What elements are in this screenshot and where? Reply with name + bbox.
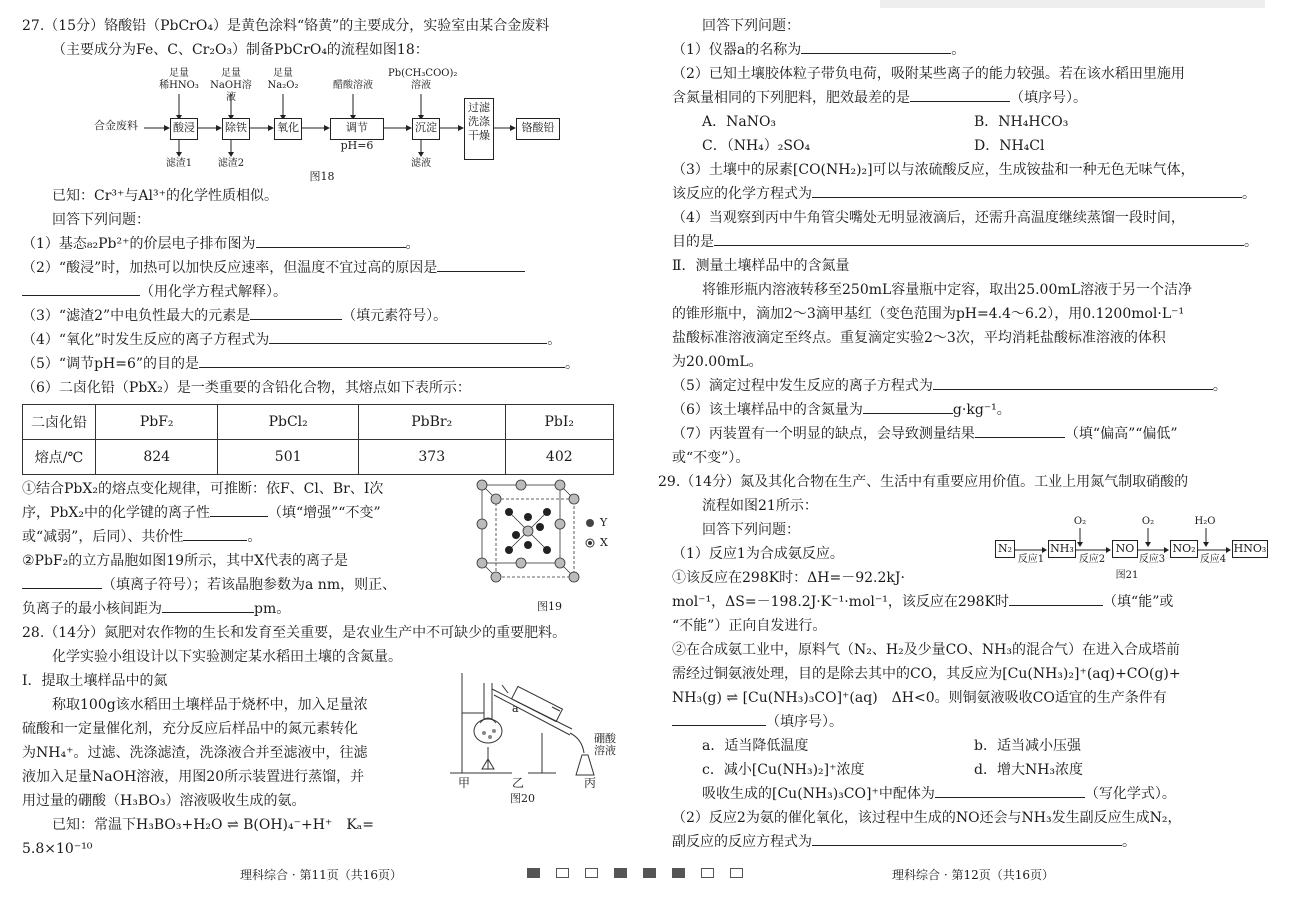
q28-line2: 化学实验小组设计以下实验测定某水稻田土壤的含氮量。 xyxy=(52,649,402,665)
table-cell: 373 xyxy=(358,440,505,475)
q27-sub6 xyxy=(22,477,622,621)
q29-s2a: ②在合成氨工业中，原料气（N₂、H₂及少量CO、NH₃的混合气）在进入合成塔前 xyxy=(672,642,1180,658)
q27-s1a: ①结合PbX₂的熔点变化规律，可推断：依F、Cl、Br、I次 xyxy=(22,481,384,497)
flow18-step-ph: 调节pH=6 xyxy=(330,118,384,140)
q29-s4b-text: 副反应的反应方程式为 xyxy=(672,834,812,850)
q27-s2c-text: 负离子的最小核间距为 xyxy=(22,601,162,617)
q27-p1 xyxy=(22,232,622,256)
legend-y: Y xyxy=(600,516,608,529)
flow18-step-precip: 沉淀 xyxy=(412,118,440,140)
q27-p2b-text: （用化学方程式解释）。 xyxy=(140,284,287,300)
table-cell: PbCl₂ xyxy=(218,405,359,440)
q27-p3 xyxy=(22,304,622,328)
r-q2-blank xyxy=(910,87,1010,102)
fig20-label-yi: 乙 xyxy=(512,776,525,790)
r5a: Pb(CH₃COO)₂ xyxy=(388,68,458,79)
flow21-reaction1: 反应1 xyxy=(1017,554,1045,565)
page-mark xyxy=(643,868,656,878)
table-cell: 402 xyxy=(505,440,613,475)
q27-p6: （6）二卤化铅（PbX₂）是一类重要的含铅化合物，其熔点如下表所示： xyxy=(22,380,471,396)
legend-x: X xyxy=(600,536,608,549)
q29-line2: 流程如图21所示： xyxy=(702,498,818,514)
r-q1-blank xyxy=(801,39,951,54)
q27-p5-blank xyxy=(199,353,565,368)
r-q6 xyxy=(672,398,1268,422)
r-m2: 的锥形瓶中，滴加2～3滴甲基红（变色范围为pH=4.4～6.2），用0.1200mol·L⁻¹ xyxy=(672,306,1185,322)
flow18-step-oxidize: 氧化 xyxy=(274,118,302,140)
r-q7a-text: （7）丙装置有一个明显的缺点，会导致测量结果 xyxy=(672,426,975,442)
table-row xyxy=(23,405,614,440)
q28-line1: 28.（14分）氮肥对农作物的生长和发育至关重要，是农业生产中不可缺少的重要肥料。 xyxy=(22,625,567,641)
q27-p5 xyxy=(22,352,622,376)
q27-p5-end: 。 xyxy=(565,356,580,372)
q29-s2c: NH₃(g) ⇌ [Cu(NH₃)₃CO]⁺(aq) ΔH<0。则铜氨液吸收CO适宜的生产条件有 xyxy=(672,690,1167,706)
sol-1: 硼酸 xyxy=(594,732,616,745)
flow21-input-o2-a: O₂ xyxy=(1073,516,1087,527)
right-page xyxy=(658,14,1268,854)
flow21-reaction2: 反应2 xyxy=(1078,554,1106,565)
table-row xyxy=(23,440,614,475)
q29-s1b-text: mol⁻¹，ΔS=－198.2J·K⁻¹·mol⁻¹，该反应在298K时 xyxy=(672,594,1010,610)
flow21-no2: NO₂ xyxy=(1170,540,1198,558)
q29-s1b xyxy=(672,590,1268,614)
flow21-n2: N₂ xyxy=(995,540,1015,558)
reagent-2 xyxy=(206,68,256,104)
table-cell: 二卤化铅 xyxy=(23,405,96,440)
page-mark xyxy=(585,868,598,878)
q29-s2d-end: （填序号）。 xyxy=(766,714,843,730)
r-options-cd xyxy=(672,134,1268,158)
r-q5 xyxy=(672,374,1268,398)
flow-diagram-18 xyxy=(22,62,622,172)
flow21-input-o2-b: O₂ xyxy=(1141,516,1155,527)
q29-s1a: ①该反应在298K时：ΔH=－92.2kJ· xyxy=(672,570,905,586)
q27-s2b-text: （填离子符号）；若该晶胞参数为a nm，则正、 xyxy=(102,577,397,593)
q28-body xyxy=(22,693,622,861)
r1a: 足量 xyxy=(169,68,189,79)
r-q3b-end: 。 xyxy=(1242,186,1256,202)
q27-p3-text: （3）“滤渣2”中电负性最大的元素是 xyxy=(22,308,251,324)
r-m4: 为20.00mL。 xyxy=(672,354,763,370)
figure19-caption: 图19 xyxy=(537,600,562,613)
r-m3: 盐酸标准溶液滴定至终点。重复滴定实验2～3次，平均消耗盐酸标准溶液的体积 xyxy=(672,330,1166,346)
q28-b2: 硫酸和一定量催化剂，充分反应后样品中的氮元素转化 xyxy=(22,721,358,737)
page-mark xyxy=(672,868,685,878)
q29-s4a: （2）反应2为氨的催化氧化，该过程中生成的NO还会与NH₃发生副反应生成N₂， xyxy=(672,810,1182,826)
q27-p2-text: （2）“酸浸”时，加热可以加快反应速率，但温度不宜过高的原因是 xyxy=(22,260,438,276)
q27-line1: 27.（15分）铬酸铅（PbCrO₄）是黄色涂料“铬黄”的主要成分，实验室由某合金废料 xyxy=(22,18,550,34)
filter-text-3: 干燥 xyxy=(468,129,490,142)
r-options-ab xyxy=(672,110,1268,134)
page-mark xyxy=(614,868,627,878)
r-q6-text: （6）该土壤样品中的含氮量为 xyxy=(672,402,863,418)
q27-p4-end: 。 xyxy=(547,332,562,348)
table-cell: PbF₂ xyxy=(96,405,218,440)
distillation-apparatus-figure20 xyxy=(442,663,622,793)
q27-s2c xyxy=(22,597,622,621)
r-q3b-text: 该反应的化学方程式为 xyxy=(672,186,812,202)
q27-s1d-text: 或“减弱”，后同）、共价性 xyxy=(22,529,184,545)
fig20-label-jia: 甲 xyxy=(458,776,471,790)
q29-s1-blank xyxy=(1009,591,1103,606)
q27-p1-blank xyxy=(256,233,406,248)
r-q2b xyxy=(672,86,1268,110)
melting-point-table xyxy=(22,404,614,475)
table-cell: 824 xyxy=(96,440,218,475)
q27-s2d-text: pm。 xyxy=(254,601,291,617)
option-c: c．减小[Cu(NH₃)₂]⁺浓度 xyxy=(702,762,865,778)
r5b: 溶液 xyxy=(411,80,431,91)
r-q4-blank xyxy=(714,231,1244,246)
reagent-1 xyxy=(159,68,199,92)
q27-p2-blank2 xyxy=(22,281,140,296)
q27-p4-blank xyxy=(269,329,547,344)
fig20-label-solution xyxy=(588,733,622,757)
r-q2b-text: 含氮量相同的下列肥料，肥效最差的是 xyxy=(672,90,910,106)
page-footer-right: 理科综合 · 第12页（共16页） xyxy=(892,868,1054,882)
flow18-step-filter xyxy=(464,98,494,160)
q29-s3-text: 吸收生成的[Cu(NH₃)₃CO]⁺中配体为 xyxy=(702,786,935,802)
q29-s2d xyxy=(672,710,1268,734)
q27-p1-text: （1）基态₈₂Pb²⁺的价层电子排布图为 xyxy=(22,236,256,252)
flow21-hno3: HNO₃ xyxy=(1232,540,1268,558)
r-q2a: （2）已知土壤胶体粒子带负电荷，吸附某些离子的能力较强。若在该水稻田里施用 xyxy=(672,66,1185,82)
q29-s4b xyxy=(672,830,1268,854)
flow21-reaction3: 反应3 xyxy=(1138,554,1166,565)
r-q5-text: （5）滴定过程中发生反应的离子方程式为 xyxy=(672,378,933,394)
q27-p5-text: （5）“调节pH=6”的目的是 xyxy=(22,356,200,372)
flow21-input-h2o: H₂O xyxy=(1194,516,1216,527)
r-q3b xyxy=(672,182,1268,206)
q29-line1: 29.（14分）氮及其化合物在生产、生活中有重要应用价值。工业上用氮气制取硝酸的 xyxy=(658,474,1189,490)
q27-p2b xyxy=(22,280,622,304)
q28-b3: 为NH₄⁺。过滤、洗涤滤渣，洗涤液合并至滤液中，往滤 xyxy=(22,745,368,761)
q27-answer-intro: 回答下列问题： xyxy=(52,212,150,228)
q29-s1c: “不能”）正向自发进行。 xyxy=(672,618,827,634)
q29-line3: 回答下列问题： xyxy=(702,522,800,538)
q29-options-cd xyxy=(672,758,1268,782)
table-cell: PbBr₂ xyxy=(358,405,505,440)
q27-s1e-text: 。 xyxy=(247,529,262,545)
option-d: d．增大NH₃浓度 xyxy=(974,762,1084,778)
r-q2b-end: （填序号）。 xyxy=(1010,90,1087,106)
option-a: A．NaNO₃ xyxy=(702,114,777,130)
q29-s4b-end: 。 xyxy=(1122,834,1136,850)
r-q6-end: g·kg⁻¹。 xyxy=(952,402,1011,418)
q27-s1b-text: 序，PbX₂中的化学键的离子性 xyxy=(22,505,210,521)
fig20-label-a: a xyxy=(512,702,519,715)
r-q4a: （4）当观察到丙中牛角管尖嘴处无明显液滴后，还需升高温度继续蒸馏一段时间， xyxy=(672,210,1185,226)
q27-s2-blank2 xyxy=(162,598,254,613)
q29-s3-end: （写化学式）。 xyxy=(1084,786,1176,802)
page-footer-left: 理科综合 · 第11页（共16页） xyxy=(240,868,402,882)
q29-s3-blank xyxy=(935,783,1085,798)
r-q4b-text: 目的是 xyxy=(672,234,714,250)
q27-s1c-text: （填“增强”“不变” xyxy=(267,505,381,521)
q29-s4-blank xyxy=(812,831,1122,846)
option-c: C．（NH₄）₂SO₄ xyxy=(702,138,811,154)
figure18-caption: 图18 xyxy=(309,170,335,183)
flow18-step-iron: 除铁 xyxy=(222,118,250,140)
q28-b6: 已知：常温下H₃BO₃+H₂O ⇌ B(OH)₄⁻+H⁺ Kₐ= xyxy=(52,817,374,833)
left-page xyxy=(22,14,622,861)
r-m1: 将锥形瓶内溶液转移至250mL容量瓶中定容，取出25.00mL溶液于另一个洁净 xyxy=(702,282,1192,298)
flow18-arrows xyxy=(22,62,622,172)
r2a: 足量 xyxy=(221,68,241,79)
scan-strip xyxy=(880,0,1265,8)
q27-p2-blank xyxy=(437,257,525,272)
r-q3a: （3）土壤中的尿素[CO(NH₂)₂]可以与浓硫酸反应，生成铵盐和一种无色无味气体， xyxy=(672,162,1195,178)
q27-p3-blank xyxy=(250,305,342,320)
page-mark xyxy=(701,868,714,878)
option-b: b．适当减小压强 xyxy=(974,738,1081,754)
q28-b7: 5.8×10⁻¹⁰ xyxy=(22,841,93,857)
r-intro: 回答下列问题： xyxy=(702,18,800,34)
flow18-step-acid: 酸浸 xyxy=(170,118,198,140)
r1b: 稀HNO₃ xyxy=(159,80,199,91)
r-q7a xyxy=(672,422,1268,446)
filter-text-2: 洗涤 xyxy=(468,115,490,128)
option-b: B．NH₄HCO₃ xyxy=(974,114,1069,130)
q28-b5: 用过量的硼酸（H₃BO₃）溶液吸收生成的氨。 xyxy=(22,793,306,809)
q28-b1: 称取100g该水稻田土壤样品于烧杯中，加入足量浓 xyxy=(52,697,368,713)
r3b: Na₂O₂ xyxy=(267,80,299,91)
filtrate: 滤液 xyxy=(411,158,431,169)
q28-b4: 液加入足量NaOH溶液，用图20所示装置进行蒸馏，并 xyxy=(22,769,365,785)
reagent-4: 醋酸溶液 xyxy=(333,80,373,91)
figure21-caption: 图21 xyxy=(1115,570,1139,581)
q27-s1-blank2 xyxy=(183,526,247,541)
r3a: 足量 xyxy=(273,68,293,79)
q29-flow-block xyxy=(672,518,1268,590)
q29-s2-blank xyxy=(672,711,766,726)
r-q5-blank xyxy=(933,375,1213,390)
fig20-label-bing: 丙 xyxy=(584,776,597,790)
q27-s2-blank1 xyxy=(22,574,102,589)
r-q5-end: 。 xyxy=(1212,378,1227,394)
figure20-caption: 图20 xyxy=(510,792,535,805)
page-mark xyxy=(730,868,743,878)
q27-p3b-text: （填元素符号）。 xyxy=(342,308,448,324)
r-q3-blank xyxy=(812,183,1242,198)
flow18-start: 合金废料 xyxy=(94,119,138,132)
r2b: NaOH溶液 xyxy=(210,80,252,103)
reagent-3 xyxy=(263,68,303,92)
r-q4b xyxy=(672,230,1268,254)
q28-section1: Ⅰ．提取土壤样品中的氮 xyxy=(22,673,168,689)
q29-s2b: 需经过铜氨液处理，目的是除去其中的CO，其反应为[Cu(NH₃)₂]⁺(aq)+CO(g)+ xyxy=(672,666,1181,682)
q27-p1-end: 。 xyxy=(405,236,420,252)
residue-2: 滤渣2 xyxy=(217,158,245,169)
r-q1-end: 。 xyxy=(951,42,966,58)
option-a: a．适当降低温度 xyxy=(702,738,809,754)
r-q7a-end: （填“偏高”“偏低” xyxy=(1064,426,1178,442)
q27-s2a-text: ②PbF₂的立方晶胞如图19所示，其中X代表的离子是 xyxy=(22,553,349,569)
sol-2: 溶液 xyxy=(594,744,616,757)
r-q7-blank xyxy=(975,423,1065,438)
page-mark xyxy=(556,868,569,878)
page-mark xyxy=(527,868,540,878)
q27-p4-text: （4）“氧化”时发生反应的离子方程式为 xyxy=(22,332,270,348)
flow21-nh3: NH₃ xyxy=(1048,540,1076,558)
flow21-reaction4: 反应4 xyxy=(1199,554,1227,565)
r-q1 xyxy=(672,38,1268,62)
flow18-product: 铬酸铅 xyxy=(516,118,560,140)
flow21-no: NO xyxy=(1112,540,1138,558)
q29-options-ab xyxy=(672,734,1268,758)
q27-line2: （主要成分为Fe、C、Cr₂O₃）制备PbCrO₄的流程如图18： xyxy=(52,42,429,58)
r-q4b-end: 。 xyxy=(1244,234,1258,250)
q29-s1b-end: （填“能”或 xyxy=(1103,594,1174,610)
filter-text-1: 过滤 xyxy=(468,101,490,114)
option-d: D．NH₄Cl xyxy=(974,138,1045,154)
residue-1: 滤渣1 xyxy=(165,158,193,169)
q29-s3 xyxy=(672,782,1268,806)
table-cell: 熔点/℃ xyxy=(23,440,96,475)
q27-p4 xyxy=(22,328,622,352)
reagent-5 xyxy=(388,68,458,92)
r-q1-text: （1）仪器a的名称为 xyxy=(672,42,802,58)
r-q7b: 或“不变”）。 xyxy=(672,450,750,466)
q27-known: 已知：Cr³⁺与Al³⁺的化学性质相似。 xyxy=(52,188,278,204)
q27-s1-blank1 xyxy=(210,502,268,517)
table-cell: PbI₂ xyxy=(505,405,613,440)
table-cell: 501 xyxy=(218,440,359,475)
r-q6-blank xyxy=(863,399,953,414)
r-section2: Ⅱ．测量土壤样品中的含氮量 xyxy=(672,258,850,274)
q29-line4: （1）反应1为合成氨反应。 xyxy=(672,546,844,562)
q27-p2 xyxy=(22,256,622,280)
